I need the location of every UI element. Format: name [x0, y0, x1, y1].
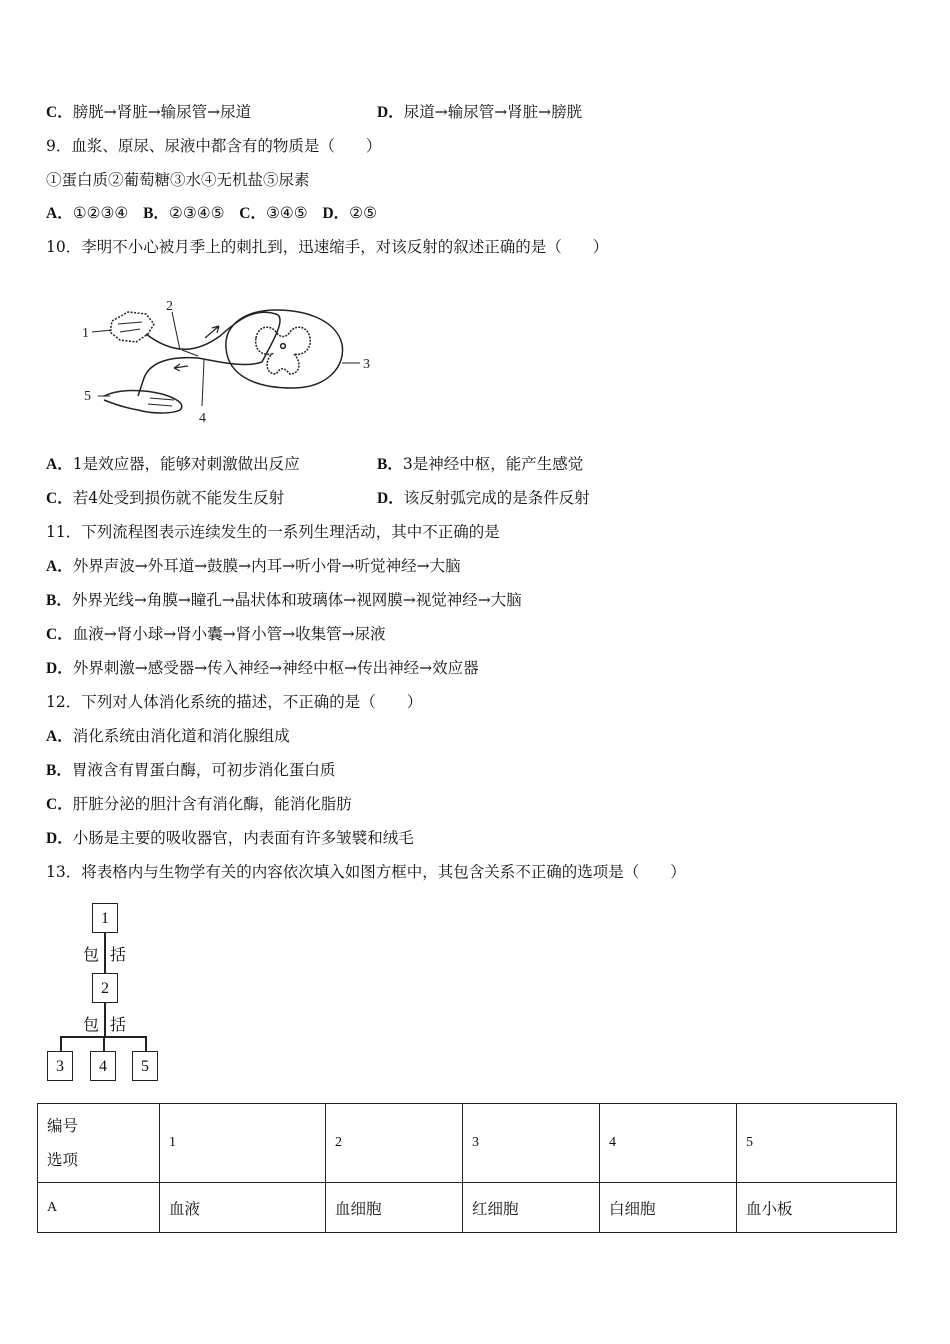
figure-label-5: 5	[84, 389, 91, 404]
q10-option-d: D．该反射弧完成的是条件反射	[377, 489, 590, 507]
q12-option-d: D．小肠是主要的吸收器官，内表面有许多皱襞和绒毛	[46, 829, 414, 847]
diagram-connector	[104, 1003, 106, 1036]
table-cell: 白细胞	[600, 1183, 737, 1233]
q10-option-c: C．若4处受到损伤就不能发生反射	[46, 489, 285, 507]
q9-options: A．①②③④ B．②③④⑤ C．③④⑤ D．②⑤	[46, 204, 377, 222]
table-cell: 血细胞	[326, 1183, 463, 1233]
diagram-box-1: 1	[92, 903, 118, 933]
q12-option-a: A．消化系统由消化道和消化腺组成	[46, 727, 290, 745]
q13-stem: 13．将表格内与生物学有关的内容依次填入如图方框中，其包含关系不正确的选项是（ ）	[46, 863, 686, 881]
table-cell: 3	[463, 1104, 600, 1183]
table-row	[38, 1183, 897, 1233]
diagram-connector	[145, 1036, 147, 1052]
diagram-link-word: 括	[110, 945, 127, 964]
q12-option-b: B．胃液含有胃蛋白酶，可初步消化蛋白质	[46, 761, 336, 779]
q10-option-b: B．3是神经中枢，能产生感觉	[377, 455, 584, 473]
q12-stem: 12．下列对人体消化系统的描述，不正确的是（ ）	[46, 693, 423, 711]
q11-option-b: B．外界光线→角膜→瞳孔→晶状体和玻璃体→视网膜→视觉神经→大脑	[46, 591, 522, 609]
q12-option-c: C．肝脏分泌的胆汁含有消化酶，能消化脂肪	[46, 795, 352, 813]
q8-option-c: C．膀胱→肾脏→输尿管→尿道	[46, 103, 252, 121]
table-header-row	[38, 1104, 897, 1183]
figure-label-3: 3	[363, 357, 370, 372]
table-cell: 5	[737, 1104, 897, 1183]
diagram-connector	[60, 1036, 62, 1052]
options-table	[37, 1103, 897, 1233]
table-cell: 2	[326, 1104, 463, 1183]
q11-option-a: A．外界声波→外耳道→鼓膜→内耳→听小骨→听觉神经→大脑	[46, 557, 461, 575]
table-cell: 血液	[160, 1183, 326, 1233]
table-cell: 红细胞	[463, 1183, 600, 1233]
diagram-connector	[103, 1036, 105, 1052]
table-cell: 编号 选项	[38, 1104, 160, 1183]
diagram-box-3: 3	[47, 1051, 73, 1081]
figure-label-2: 2	[166, 299, 173, 314]
diagram-box-5: 5	[132, 1051, 158, 1081]
reflex-arc-figure	[80, 296, 380, 426]
table-cell: 4	[600, 1104, 737, 1183]
q11-stem: 11．下列流程图表示连续发生的一系列生理活动，其中不正确的是	[46, 523, 500, 541]
table-cell: 1	[160, 1104, 326, 1183]
q10-stem: 10．李明不小心被月季上的刺扎到，迅速缩手，对该反射的叙述正确的是（ ）	[46, 238, 609, 256]
diagram-connector	[104, 933, 106, 973]
diagram-link-word: 包	[83, 1015, 100, 1034]
q11-option-d: D．外界刺激→感受器→传入神经→神经中枢→传出神经→效应器	[46, 659, 479, 677]
q11-option-c: C．血液→肾小球→肾小囊→肾小管→收集管→尿液	[46, 625, 386, 643]
figure-label-4: 4	[199, 411, 206, 426]
q9-stem: 9．血浆、原尿、尿液中都含有的物质是（ ）	[46, 137, 382, 155]
diagram-box-4: 4	[90, 1051, 116, 1081]
q9-items: ①蛋白质②葡萄糖③水④无机盐⑤尿素	[46, 171, 310, 189]
q8-option-d: D．尿道→输尿管→肾脏→膀胱	[377, 103, 583, 121]
diagram-link-word: 包	[83, 945, 100, 964]
table-cell: A	[38, 1183, 160, 1233]
diagram-link-word: 括	[110, 1015, 127, 1034]
q10-option-a: A．1是效应器，能够对刺激做出反应	[46, 455, 300, 473]
diagram-box-2: 2	[92, 973, 118, 1003]
table-cell: 血小板	[737, 1183, 897, 1233]
figure-label-1: 1	[82, 326, 89, 341]
